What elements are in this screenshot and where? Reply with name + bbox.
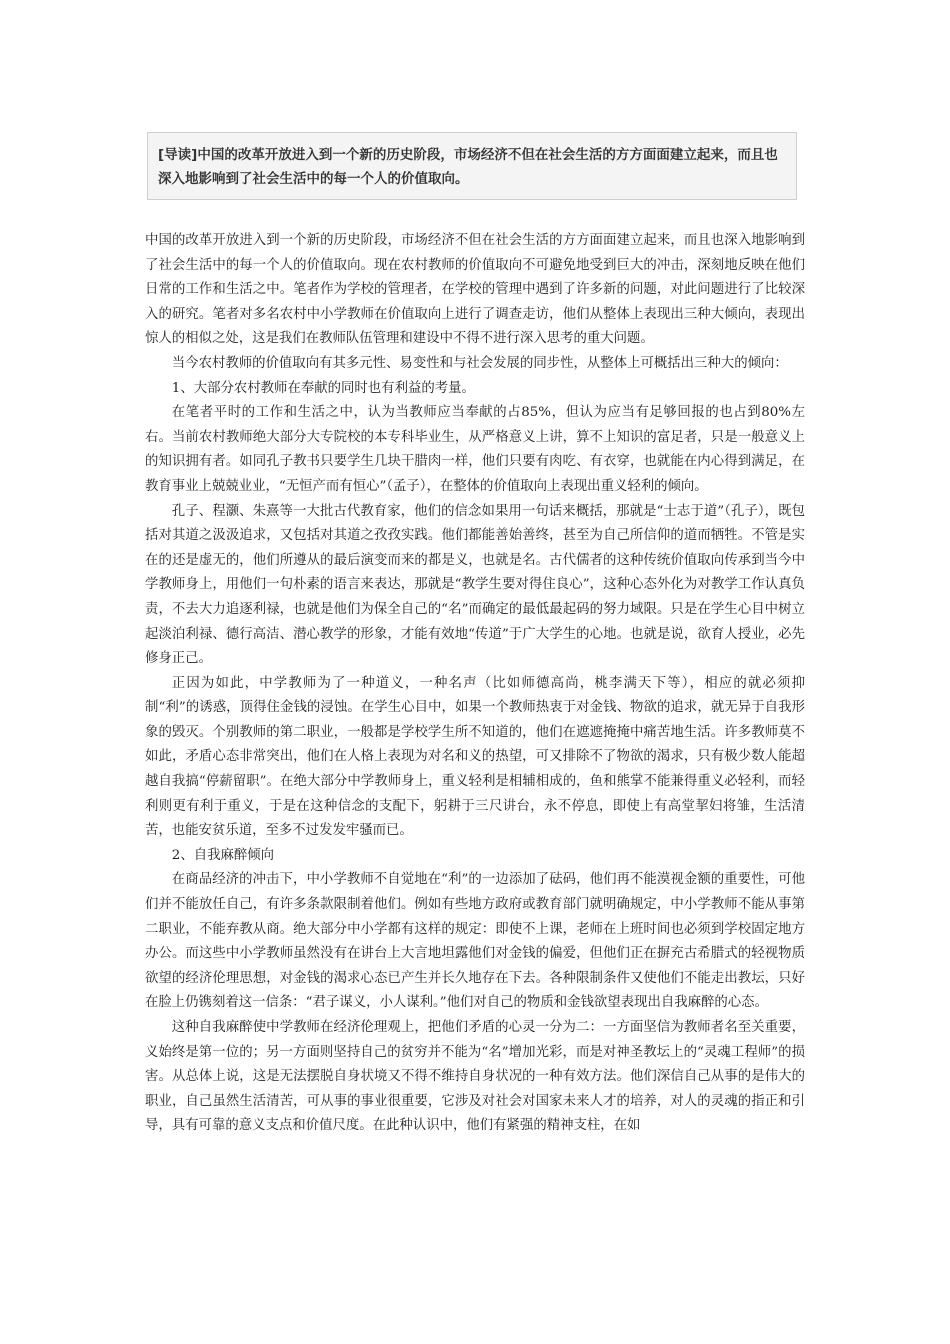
section-heading: 2、自我麻醉倾向	[171, 847, 275, 863]
lead-in-text: [导读]中国的改革开放进入到一个新的历史阶段，市场经济不但在社会生活的方方面面建立起来，而且也深入地影响到了社会生活中的每一个人的价值取向。	[158, 147, 778, 187]
paragraph: 正因为如此，中学教师为了一种道义，一种名声（比如师德高尚，桃李满天下等），相应的就必须抑制“利”的诱惑，顶得住金钱的浸蚀。在学生心目中，如果一个教师热衷于对金钱、物欲的追求，就无异于自我形象的毁灭。个别教师的第二职业，一般都是学校学生所不知道的，他们在遮遮掩掩中痛苦地生活。许多教师莫不如此，矛盾心态非常突出，他们在人格上表现为对名和义的热望，可又排除不了物欲的渴求，只有极少数人能超越自我搞“停薪留职”。在绝大部分中学教师身上，重义轻利是相辅相成的，鱼和熊掌不能兼得重义必轻利，而轻利则更有利于重义，于是在这种信念的支配下，躬耕于三尺讲台，永不停息，即使上有高堂挈妇将雏，生活清苦，也能安贫乐道，至多不过发发牢骚而已。	[145, 675, 805, 839]
lead-in-box	[147, 132, 797, 200]
paragraph: 在笔者平时的工作和生活之中，认为当教师应当奉献的占85%，但认为应当有足够回报的也占到80%左右。当前农村教师绝大部分大专院校的本专科毕业生，从严格意义上讲，算不上知识的富足者，只是一般意义上的知识拥有者。如同孔子教书只要学生几块干腊肉一样，他们只要有肉吃、有衣穿，也就能在内心得到满足，在教育事业上兢兢业业，“无恒产而有恒心”（孟子），在整体的价值取向上表现出重义轻利的倾向。	[145, 405, 805, 494]
section-heading: 1、大部分农村教师在奉献的同时也有利益的考量。	[171, 380, 475, 396]
paragraph: 这种自我麻醉使中学教师在经济伦理观上，把他们矛盾的心灵一分为二：一方面坚信为教师者名至关重要，义始终是第一位的；另一方面则坚持自己的贫穷并不能为“名”增加光彩，而是对神圣教坛上的“灵魂工程师”的损害。从总体上说，这是无法摆脱自身状境又不得不维持自身状况的一种有效方法。他们深信自己从事的是伟大的职业，自己虽然生活清苦，可从事的事业很重要，它涉及对社会对国家未来人才的培养，对人的灵魂的指正和引导，具有可靠的意义支点和价值尺度。在此种认识中，他们有紧强的精神支柱，在如	[145, 1020, 805, 1134]
paragraph: 当今农村教师的价值取向有其多元性、易变性和与社会发展的同步性，从整体上可概括出三种大的倾向：	[171, 355, 788, 371]
paragraph: 在商品经济的冲击下，中小学教师不自觉地在“利”的一边添加了砝码，他们再不能漠视金额的重要性，可他们并不能放任自己，有许多条款限制着他们。例如有些地方政府或教育部门就明确规定，中小学教师不能从事第二职业，不能弃教从商。绝大部分中小学都有这样的规定：即使不上课，老师在上班时间也必须到学校固定地方办公。而这些中小学教师虽然没有在讲台上大言地坦露他们对金钱的偏爱，但他们正在摒充古希腊式的轻视物质欲望的经济伦理思想，对金钱的渴求心态已产生并长久地存在下去。各种限制条件又使他们不能走出教坛，只好在脸上仍镌刻着这一信条：“君子谋义，小人谋利。”他们对自己的物质和金钱欲望表现出自我麻醉的心态。	[145, 872, 805, 1011]
article-body	[145, 229, 805, 1139]
paragraph: 孔子、程灏、朱熹等一大批古代教育家，他们的信念如果用一句话来概括，那就是“士志于道”（孔子），既包括对其道之汲汲追求，又包括对其道之孜孜实践。他们都能善始善终，甚至为自己所信仰的道而牺牲。不管是实在的还是虚无的，他们所遵从的最后演变而来的都是义，也就是名。古代儒者的这种传统价值取向传承到当今中学教师身上，用他们一句朴素的语言来表达，那就是“教学生要对得住良心”，这种心态外化为对教学工作认真负责，不去大力追逐利禄，也就是他们为保全自己的“名”而确定的最低最起码的努力域限。只是在学生心目中树立起淡泊利禄、德行高洁、潜心教学的形象，才能有效地“传道”于广大学生的心地。也就是说，欲育人授业，必先修身正己。	[145, 503, 805, 667]
paragraph: 中国的改革开放进入到一个新的历史阶段，市场经济不但在社会生活的方方面面建立起来，而且也深入地影响到了社会生活中的每一个人的价值取向。现在农村教师的价值取向不可避免地受到巨大的冲击，深刻地反映在他们日常的工作和生活之中。笔者作为学校的管理者，在学校的管理中遇到了许多新的问题，对此问题进行了比较深入的研究。笔者对多名农村中小学教师在价值取向上进行了调查走访，他们从整体上表现出三种大倾向，表现出惊人的相似之处，这是我们在教师队伍管理和建设中不得不进行深入思考的重大问题。	[145, 233, 805, 347]
